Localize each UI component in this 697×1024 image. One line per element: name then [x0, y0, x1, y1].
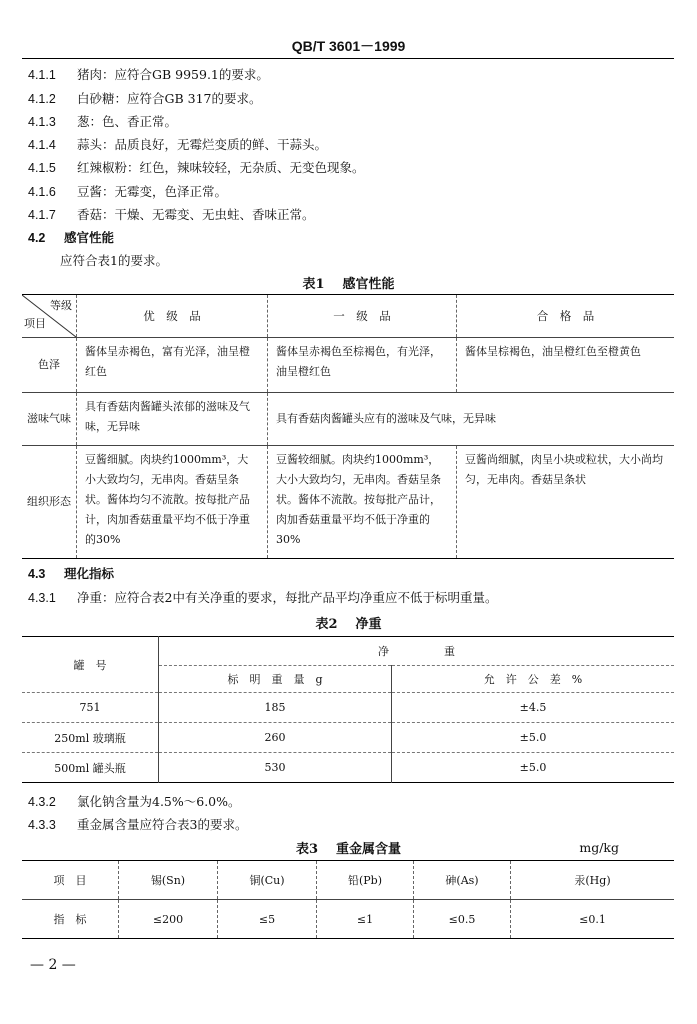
table-cell: 豆酱细腻。肉块约1000mm³，大小大致均匀，无串肉。香菇呈条状。酱体均匀不流散。按每批产品计，肉加香菇重量平均不低于净重的30% [77, 446, 268, 559]
table3-unit: mg/kg [579, 840, 619, 855]
table2-caption: 表2 净重 [315, 617, 382, 632]
table-header-row [22, 637, 674, 666]
row-item-texture: 组织形态 [22, 446, 77, 559]
table-row [22, 693, 674, 723]
grade-excellent-header: 优 级 品 [77, 295, 268, 338]
marked-weight-header: 标 明 重 量 g [159, 666, 392, 693]
table-cell: 豆酱尚细腻，肉呈小块或粒状，大小尚均匀，无串肉。香菇呈条状 [457, 446, 675, 559]
table-cell: 酱体呈赤褐色至棕褐色，有光泽，油呈橙红色 [268, 338, 457, 393]
table-row [22, 393, 674, 446]
tolerance-cell: ±4.5 [392, 693, 675, 723]
clause-4-3-1: 4.3.1 净重：应符合表2中有关净重的要求，每批产品平均净重应不低于标明重量。 [28, 590, 498, 605]
section-4-3-heading: 4.3 理化指标 [28, 566, 115, 581]
heavy-metal-table [22, 860, 674, 939]
can-number-cell: 500ml 罐头瓶 [22, 753, 159, 783]
page-number: — 2 — [30, 957, 76, 973]
grade-qualified-header: 合 格 品 [457, 295, 675, 338]
table-header-row [22, 295, 674, 338]
clause-4-1-1: 4.1.1 猪肉：应符合GB 9959.1的要求。 [28, 67, 269, 82]
table-corner-cell [22, 295, 77, 338]
lead-value-cell: ≤1 [317, 900, 414, 939]
section-4-2-text: 应符合表1的要求。 [60, 253, 168, 268]
net-weight-table [22, 636, 674, 783]
clause-4-1-5: 4.1.5 红辣椒粉：红色，辣味较轻，无杂质、无变色现象。 [28, 160, 365, 175]
clause-4-1-7: 4.1.7 香菇：干燥、无霉变、无虫蛀、香味正常。 [28, 207, 315, 222]
tin-header: 锡(Sn) [119, 861, 218, 900]
table-row [22, 753, 674, 783]
net-weight-header: 净 重 [159, 637, 675, 666]
grade-first-header: 一 级 品 [268, 295, 457, 338]
table-cell: 具有香菇肉酱罐头浓郁的滋味及气味，无异味 [77, 393, 268, 446]
row-item-taste: 滋味气味 [22, 393, 77, 446]
arsenic-header: 砷(As) [414, 861, 511, 900]
tolerance-header: 允 许 公 差 % [392, 666, 675, 693]
can-number-cell: 751 [22, 693, 159, 723]
table-row [22, 723, 674, 753]
table-row [22, 900, 674, 939]
section-4-2-heading: 4.2 感官性能 [28, 230, 115, 245]
can-number-cell: 250ml 玻璃瓶 [22, 723, 159, 753]
marked-weight-cell: 260 [159, 723, 392, 753]
table-cell: 酱体呈棕褐色，油呈橙红色至橙黄色 [457, 338, 675, 393]
clause-4-1-6: 4.1.6 豆酱：无霉变，色泽正常。 [28, 184, 228, 199]
table-row [22, 446, 674, 559]
table3-caption: 表3 重金属含量 [295, 842, 402, 857]
row-item-color: 色泽 [22, 338, 77, 393]
tolerance-cell: ±5.0 [392, 753, 675, 783]
clause-4-1-4: 4.1.4 蒜头：品质良好，无霉烂变质的鲜、干蒜头。 [28, 137, 328, 152]
marked-weight-cell: 185 [159, 693, 392, 723]
table1-caption: 表1 感官性能 [302, 277, 395, 292]
copper-value-cell: ≤5 [218, 900, 317, 939]
table-row [22, 338, 674, 393]
standard-code: QB/T 3601－1999 [291, 38, 406, 54]
lead-header: 铅(Pb) [317, 861, 414, 900]
mercury-value-cell: ≤0.1 [511, 900, 675, 939]
table-header-row [22, 861, 674, 900]
clause-4-1-3: 4.1.3 葱：色、香正常。 [28, 114, 178, 129]
can-number-header: 罐 号 [73, 658, 107, 672]
copper-header: 铜(Cu) [218, 861, 317, 900]
corner-grade-label: 等级 [50, 299, 72, 312]
tolerance-cell: ±5.0 [392, 723, 675, 753]
index-label-cell: 指 标 [22, 900, 119, 939]
table-cell: 豆酱较细腻。肉块约1000mm³，大小大致均匀，无串肉。香菇呈条状。酱体不流散。按每批产品计，肉加香菇重量平均不低于净重的30% [268, 446, 457, 559]
item-header: 项 目 [53, 874, 87, 887]
clause-4-1-2: 4.1.2 白砂糖：应符合GB 317的要求。 [28, 91, 262, 106]
tin-value-cell: ≤200 [119, 900, 218, 939]
table-cell: 具有香菇肉酱罐头应有的滋味及气味，无异味 [268, 393, 675, 446]
marked-weight-cell: 530 [159, 753, 392, 783]
corner-item-label: 项目 [24, 317, 46, 330]
mercury-header: 汞(Hg) [511, 861, 675, 900]
table-cell: 酱体呈赤褐色，富有光泽，油呈橙红色 [77, 338, 268, 393]
clause-4-3-2: 4.3.2 氯化钠含量为4.5%～6.0%。 [28, 794, 241, 809]
sensory-table [22, 294, 674, 559]
header-rule [22, 58, 674, 59]
clause-4-3-3: 4.3.3 重金属含量应符合表3的要求。 [28, 817, 248, 832]
arsenic-value-cell: ≤0.5 [414, 900, 511, 939]
